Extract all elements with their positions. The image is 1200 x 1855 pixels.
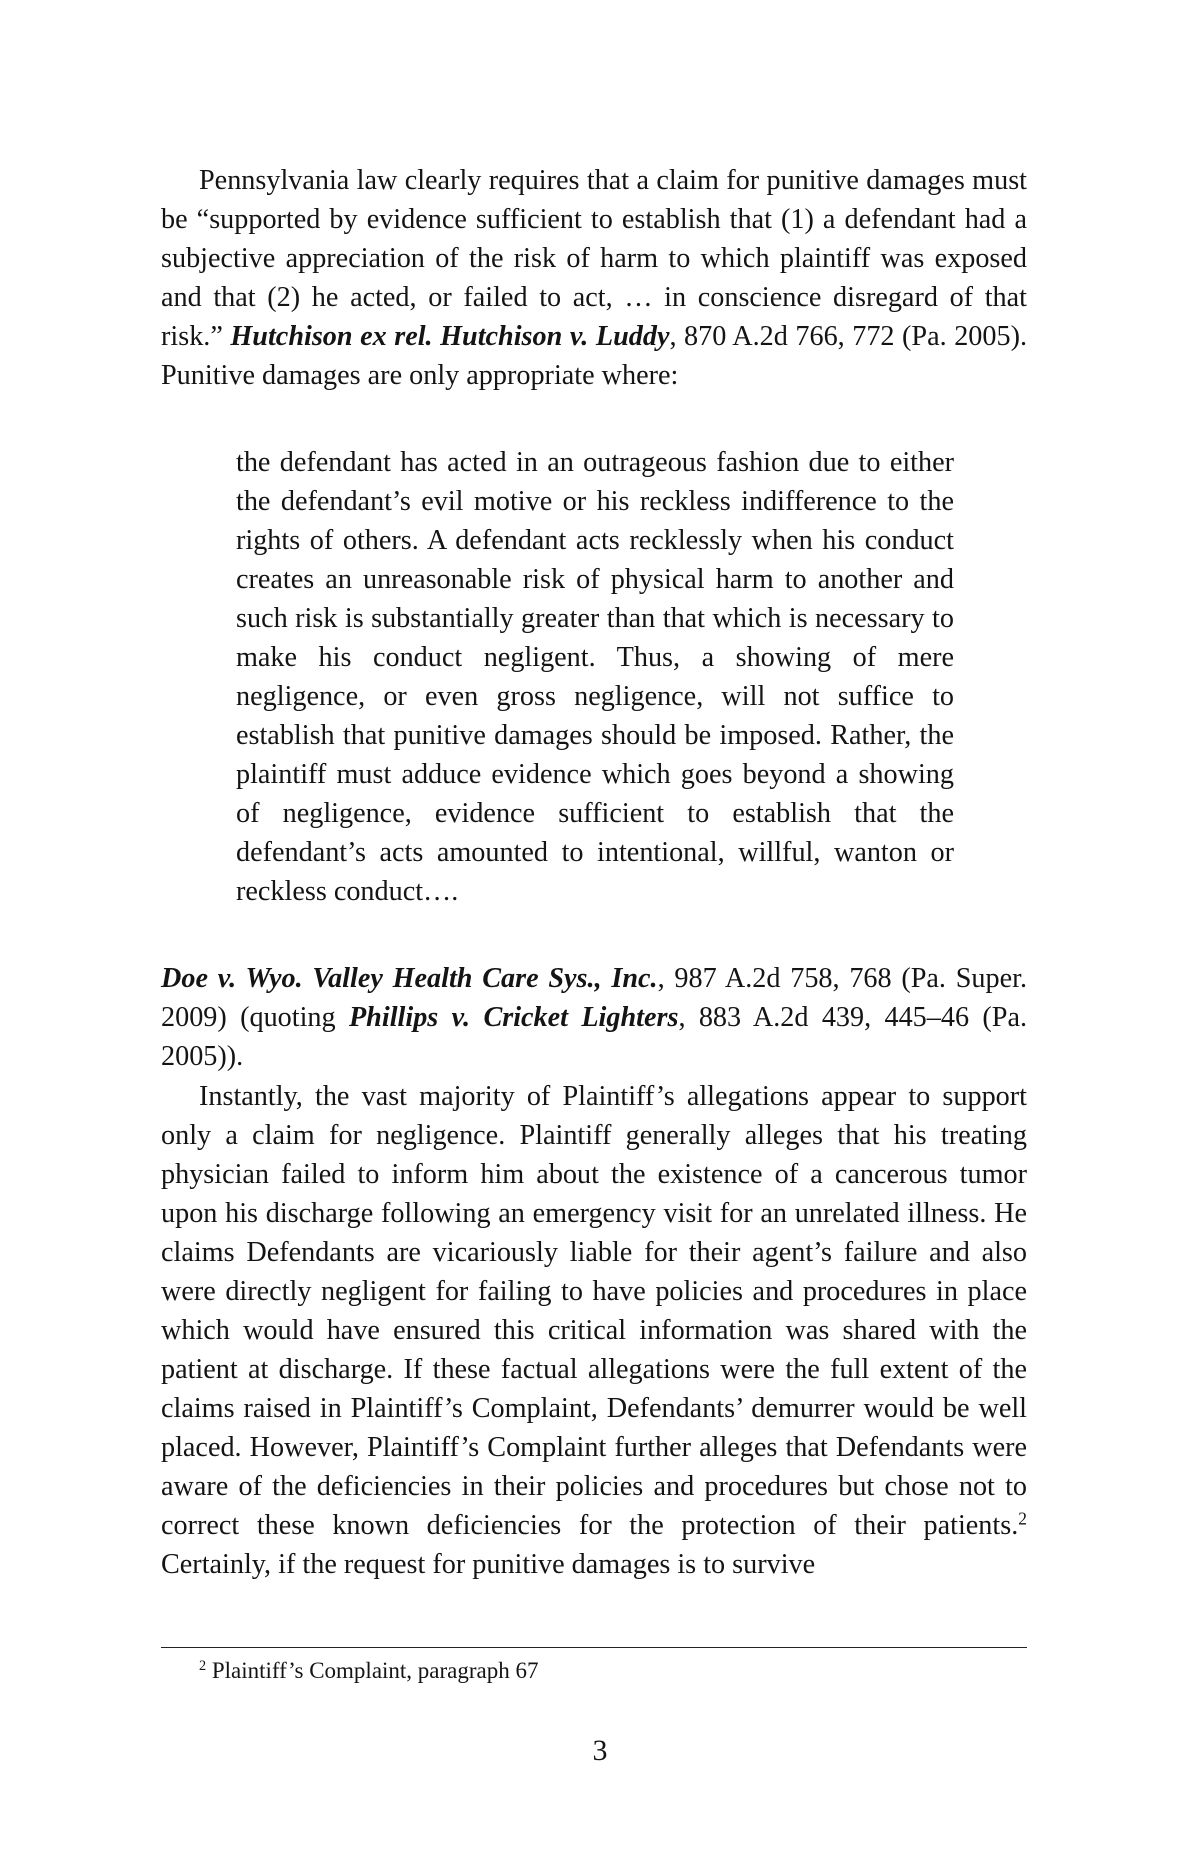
paragraph-text: , 870 A.2d 766, 772 (Pa. 2005). Punitive damages are only appropriate where: xyxy=(161,321,1028,391)
citation-text: , 883 A.2d 439, 445–46 (Pa. 2005)). xyxy=(161,1002,1028,1072)
case-citation-hutchison: Hutchison ex rel. Hutchison v. Luddy xyxy=(230,321,670,352)
paragraph-text: Pennsylvania law clearly requires that a claim for punitive damages must be “supported by evidence sufficient to establish that (1) a defendant had a subjective appreciation of the risk of harm to which plaintiff was exposed and that (2) he acted, or failed to act, … in conscience disregard of that risk.” xyxy=(161,165,1027,352)
footnote xyxy=(199,1656,539,1686)
paragraph-text: Instantly, the vast majority of Plaintiff’s allegations appear to support only a claim for negligence. Plaintiff generally alleges that his treating physician failed to inform him about the existence of a cancerous tumor upon his discharge following an emergency visit for an unrelated illness. He claims Defendants are vicariously liable for their agent’s failure and also were directly negligent for failing to have policies and procedures in place which would have ensured this critical information was shared with the patient at discharge. If these factual allegations were the full extent of the claims raised in Plaintiff’s Complaint, Defendants’ demurrer would be well placed. However, Plaintiff’s Complaint further alleges that Defendants were aware of the deficiencies in their policies and procedures but chose not to correct these known deficiencies for the protection of their patients. xyxy=(161,1081,1027,1541)
footnote-number: 2 xyxy=(199,1658,207,1675)
citation-text: , 987 A.2d 758, 768 (Pa. Super. 2009) (quoting xyxy=(161,963,1027,1033)
case-citation-doe: Doe v. Wyo. Valley Health Care Sys., Inc. xyxy=(161,963,658,994)
paragraph-text: Certainly, if the request for punitive damages is to survive xyxy=(161,1549,816,1580)
paragraph-analysis xyxy=(161,1077,1027,1584)
footnote-text: Plaintiff’s Complaint, paragraph 67 xyxy=(206,1658,539,1683)
footnote-divider xyxy=(161,1647,1027,1648)
footnote-reference[interactable]: 2 xyxy=(1018,1508,1027,1529)
citation-paragraph xyxy=(161,959,1027,1076)
page-number: 3 xyxy=(592,1734,608,1767)
case-citation-phillips: Phillips v. Cricket Lighters xyxy=(348,1002,679,1033)
block-quote: the defendant has acted in an outrageous fashion due to either the defendant’s evil motive or his reckless indifference to the rights of others. A defendant acts recklessly when his conduct creates an unreasonable risk of physical harm to another and such risk is substantially greater than that which is necessary to make his conduct negligent. Thus, a showing of mere negligence, or even gross negligence, will not suffice to establish that punitive damages should be imposed. Rather, the plaintiff must adduce evidence which goes beyond a showing of negligence, evidence sufficient to establish that the defendant’s acts amounted to intentional, willful, wanton or reckless conduct…. xyxy=(236,447,954,907)
paragraph-punitive-standard xyxy=(161,161,1027,395)
